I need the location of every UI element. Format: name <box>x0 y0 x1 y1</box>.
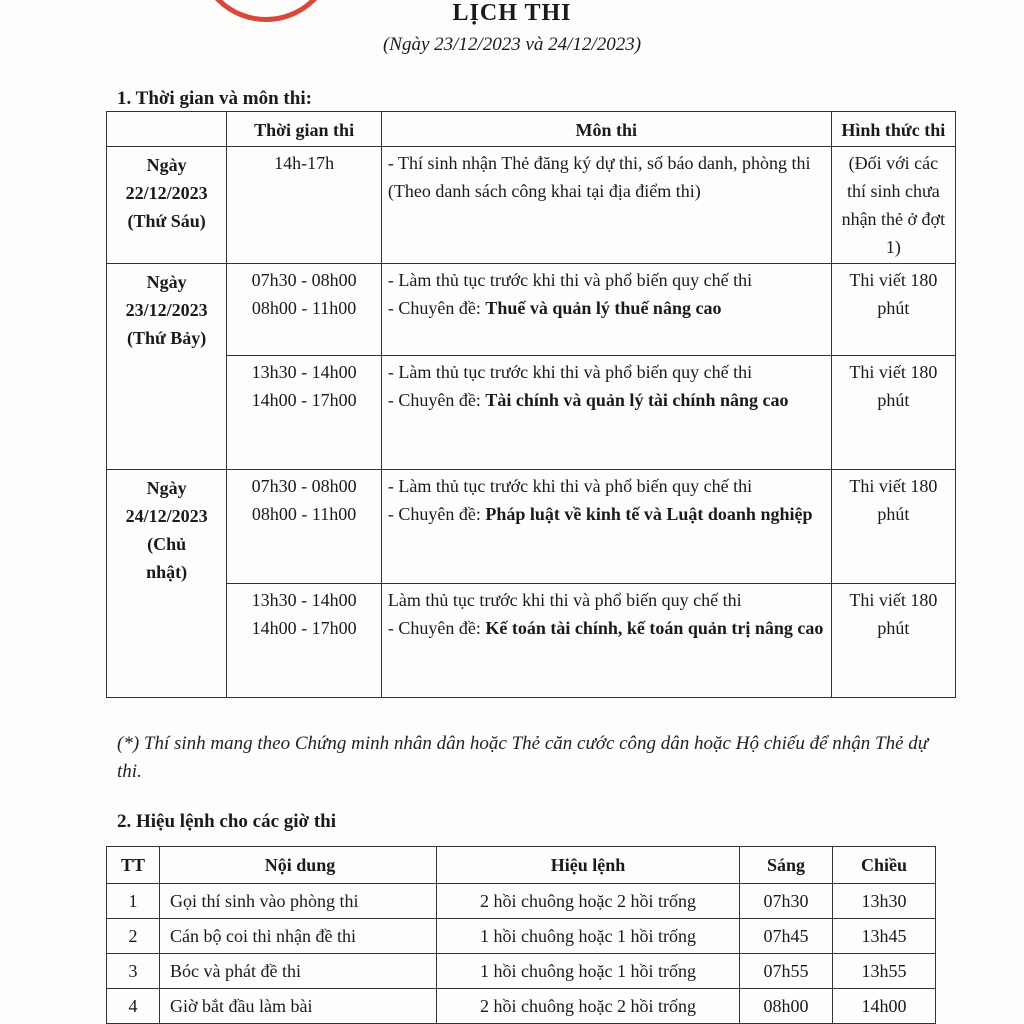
section1-heading: 1. Thời gian và môn thi: <box>117 88 312 109</box>
tt-cell: 3 <box>107 954 160 989</box>
col-header-subject: Môn thi <box>381 112 831 147</box>
footnote: (*) Thí sinh mang theo Chứng minh nhân dân hoặc Thẻ căn cước công dân hoặc Hộ chiếu để nhận Thẻ dự thi. <box>117 733 929 782</box>
time-cell: 13h30 - 14h00 14h00 - 17h00 <box>227 356 382 470</box>
morning-cell: 07h30 <box>740 884 833 919</box>
time-cell: 13h30 - 14h00 14h00 - 17h00 <box>227 584 382 698</box>
table-row <box>107 884 936 919</box>
tt-cell: 4 <box>107 989 160 1024</box>
morning-cell: 07h45 <box>740 919 833 954</box>
table-row <box>107 954 936 989</box>
exam-schedule-table <box>106 111 956 698</box>
col-header-content: Nội dung <box>160 847 437 884</box>
subject-cell: Làm thủ tục trước khi thi và phổ biến quy chế thi - Chuyên đề: Kế toán tài chính, kế toán quản trị nâng cao <box>381 584 831 698</box>
content-cell: Bóc và phát đề thi <box>160 954 437 989</box>
subject-cell: - Thí sinh nhận Thẻ đăng ký dự thi, số báo danh, phòng thi (Theo danh sách công khai tại địa điểm thi) <box>381 147 831 264</box>
afternoon-cell: 13h55 <box>833 954 936 989</box>
signal-cell: 1 hồi chuông hoặc 1 hồi trống <box>437 919 740 954</box>
col-header-form: Hình thức thi <box>831 112 955 147</box>
col-header-tt: TT <box>107 847 160 884</box>
subject-cell: - Làm thủ tục trước khi thi và phổ biến quy chế thi - Chuyên đề: Tài chính và quản lý tài chính nâng cao <box>381 356 831 470</box>
date-cell: Ngày 22/12/2023 (Thứ Sáu) <box>107 147 227 264</box>
time-cell: 07h30 - 08h00 08h00 - 11h00 <box>227 264 382 356</box>
table-row <box>107 356 956 470</box>
form-cell: Thi viết 180 phút <box>831 470 955 584</box>
content-cell: Cán bộ coi thi nhận đề thi <box>160 919 437 954</box>
table-header-row <box>107 112 956 147</box>
page-subtitle: (Ngày 23/12/2023 và 24/12/2023) <box>382 34 642 55</box>
form-cell: Thi viết 180 phút <box>831 264 955 356</box>
table-row <box>107 989 936 1024</box>
col-header-signal: Hiệu lệnh <box>437 847 740 884</box>
section2-heading: 2. Hiệu lệnh cho các giờ thi <box>117 811 336 832</box>
content-cell: Gọi thí sinh vào phòng thi <box>160 884 437 919</box>
table-row <box>107 584 956 698</box>
form-cell: Thi viết 180 phút <box>831 356 955 470</box>
time-cell: 14h-17h <box>227 147 382 264</box>
table-row <box>107 919 936 954</box>
subject-cell: - Làm thủ tục trước khi thi và phổ biến quy chế thi - Chuyên đề: Pháp luật về kinh tế và Luật doanh nghiệp <box>381 470 831 584</box>
form-cell: (Đối với các thí sinh chưa nhận thẻ ở đợt 1) <box>831 147 955 264</box>
afternoon-cell: 13h45 <box>833 919 936 954</box>
content-cell: Giờ bắt đầu làm bài <box>160 989 437 1024</box>
morning-cell: 08h00 <box>740 989 833 1024</box>
page-title: LỊCH THI <box>452 0 572 26</box>
table-row <box>107 470 956 584</box>
morning-cell: 07h55 <box>740 954 833 989</box>
afternoon-cell: 14h00 <box>833 989 936 1024</box>
date-cell: Ngày 24/12/2023 (Chủ nhật) <box>107 470 227 698</box>
signal-table <box>106 846 936 1024</box>
table-header-row <box>107 847 936 884</box>
col-header-morning: Sáng <box>740 847 833 884</box>
tt-cell: 1 <box>107 884 160 919</box>
time-cell: 07h30 - 08h00 08h00 - 11h00 <box>227 470 382 584</box>
signal-cell: 2 hồi chuông hoặc 2 hồi trống <box>437 989 740 1024</box>
afternoon-cell: 13h30 <box>833 884 936 919</box>
table-row <box>107 264 956 356</box>
col-header-afternoon: Chiều <box>833 847 936 884</box>
signal-cell: 2 hồi chuông hoặc 2 hồi trống <box>437 884 740 919</box>
col-header-time: Thời gian thi <box>227 112 382 147</box>
col-header-date <box>107 112 227 147</box>
tt-cell: 2 <box>107 919 160 954</box>
subject-cell: - Làm thủ tục trước khi thi và phổ biến quy chế thi - Chuyên đề: Thuế và quản lý thuế nâng cao <box>381 264 831 356</box>
form-cell: Thi viết 180 phút <box>831 584 955 698</box>
table-row <box>107 147 956 264</box>
date-cell: Ngày 23/12/2023 (Thứ Bảy) <box>107 264 227 470</box>
signal-cell: 1 hồi chuông hoặc 1 hồi trống <box>437 954 740 989</box>
